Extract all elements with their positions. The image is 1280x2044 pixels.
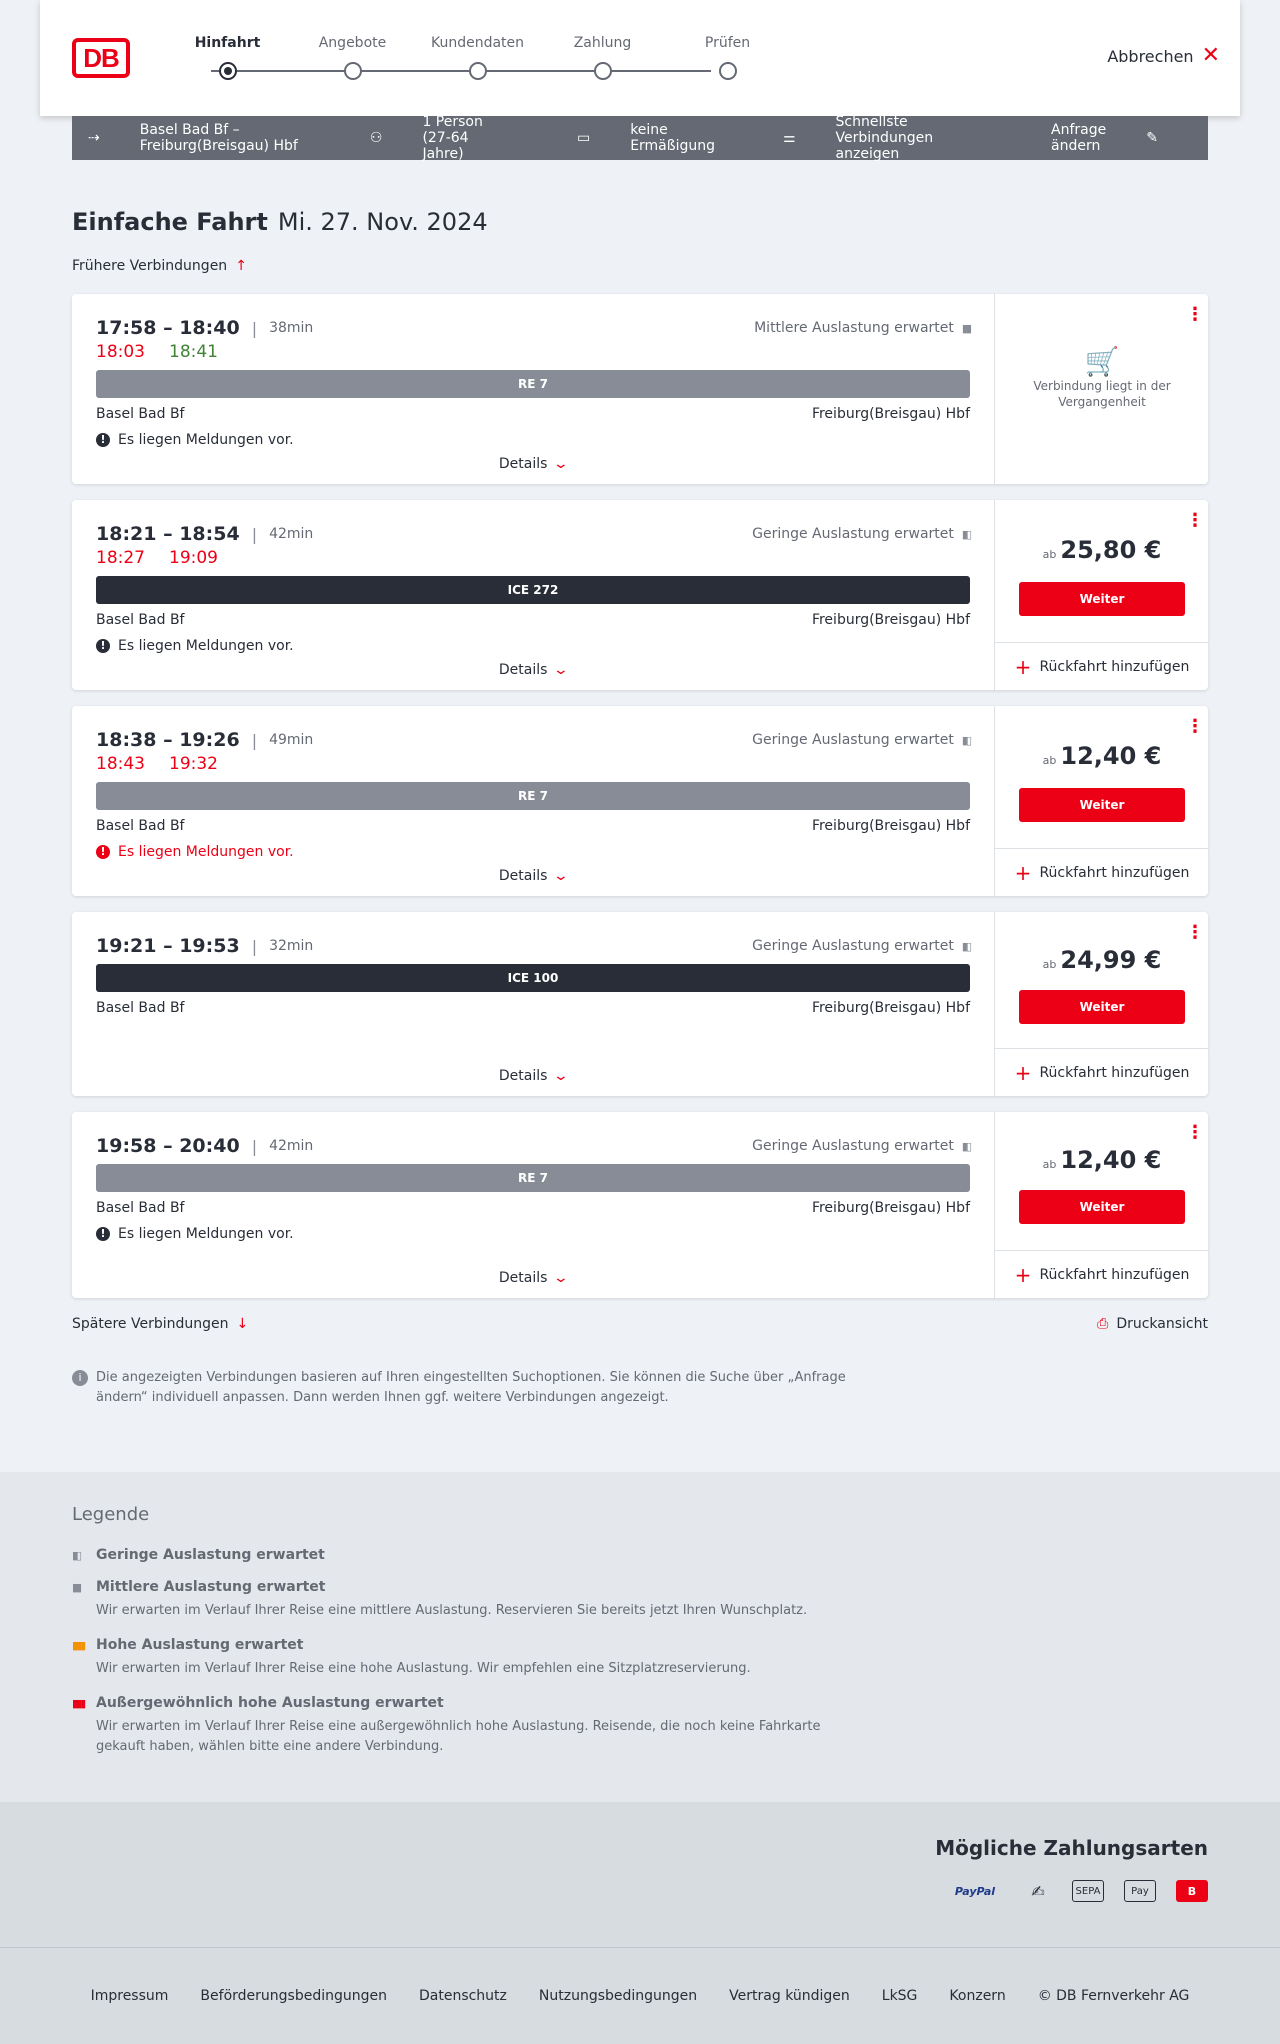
connection-card (72, 1112, 1208, 1298)
db-payment-icon: B (1176, 1880, 1208, 1902)
connection-card (72, 294, 1208, 484)
connection-offer (994, 912, 1208, 1096)
payment-methods-section (0, 1802, 1280, 1948)
db-logo[interactable]: DB (72, 38, 130, 78)
legend-label: Geringe Auslastung erwartet (96, 1547, 325, 1563)
connection-offer (994, 706, 1208, 896)
step-label: Kundendaten (430, 35, 525, 51)
connection-card (72, 500, 1208, 690)
footer-link-datenschutz[interactable]: Datenschutz (418, 1988, 507, 2004)
occupancy-high-icon: ▮▮▮ (72, 1638, 85, 1652)
add-return-label: Rückfahrt hinzufügen (1039, 658, 1190, 675)
planned-times: 18:38 – 19:26 (96, 729, 240, 751)
occupancy-text: Geringe Auslastung erwartet (752, 526, 954, 542)
details-label: Details (498, 662, 548, 678)
card-icon: ▭ (576, 130, 591, 146)
price-prefix: ab (1042, 754, 1057, 767)
separator: | (251, 524, 258, 544)
add-return-button[interactable] (995, 642, 1209, 690)
price-prefix: ab (1042, 958, 1057, 971)
legend-item (72, 1695, 1208, 1757)
alert-icon: ! (96, 639, 110, 653)
chevron-down-icon: ⌄ (553, 456, 570, 472)
message-notice (96, 842, 970, 862)
arrival-station: Freiburg(Breisgau) Hbf (811, 818, 970, 834)
train-bar[interactable]: ICE 100 (96, 964, 970, 992)
info-text: Die angezeigten Verbindungen basieren auf Ihren eingestellten Suchoptionen. Sie können die Suche über „Anfrage ändern“ individuell anpassen. Dann werden Ihnen ggf. weitere Verbindungen angezeigt. (96, 1370, 846, 1405)
footer (0, 1948, 1280, 2044)
arrow-up-icon: ↑ (235, 258, 247, 274)
legend-section (0, 1472, 1280, 1802)
legend-item (72, 1637, 1208, 1679)
stations (96, 612, 970, 630)
message-notice (96, 1224, 970, 1244)
edit-request-button[interactable] (1051, 122, 1192, 154)
connection-offer (994, 500, 1208, 690)
printer-icon: ⎙ (1097, 1316, 1109, 1332)
departure-station: Basel Bad Bf (96, 1200, 185, 1216)
sliders-icon: ⚌ (782, 130, 796, 146)
trip-type: Einfache Fahrt (72, 208, 268, 236)
chevron-down-icon: ⌄ (553, 868, 570, 884)
person-icon: ⚇ (369, 130, 383, 146)
step-dot (469, 62, 487, 80)
realtime-times (96, 754, 970, 776)
duration: 49min (269, 732, 314, 748)
duration: 32min (269, 938, 314, 954)
step-dot (219, 62, 237, 80)
add-return-button[interactable] (995, 1250, 1209, 1298)
info-icon: i (72, 1370, 88, 1386)
add-return-label: Rückfahrt hinzufügen (1039, 864, 1190, 881)
later-connections-link[interactable] (72, 1316, 248, 1332)
legend-description: Wir erwarten im Verlauf Ihrer Reise eine mittlere Auslastung. Reservieren Sie bereits jetzt Ihren Wunschplatz. (96, 1603, 808, 1618)
realtime-departure: 18:43 (96, 754, 145, 774)
more-options-icon[interactable]: ⋮ (1186, 510, 1204, 531)
info-notice (72, 1368, 852, 1408)
price-prefix: ab (1042, 548, 1057, 561)
price (995, 742, 1209, 770)
search-summary-bar (72, 116, 1208, 160)
realtime-times (96, 342, 970, 364)
occupancy-text: Geringe Auslastung erwartet (752, 1138, 954, 1154)
message-text: Es liegen Meldungen vor. (118, 1226, 294, 1242)
plus-icon: + (1014, 1060, 1032, 1085)
footer-link-lksg[interactable]: LkSG (881, 1988, 918, 2004)
occupancy-low-icon: ▮▯ (72, 1548, 81, 1562)
alert-icon: ! (96, 1227, 110, 1241)
booking-header (40, 0, 1240, 116)
chevron-down-icon: ⌄ (553, 662, 570, 678)
separator: | (251, 318, 258, 338)
legend-label: Hohe Auslastung erwartet (96, 1637, 304, 1653)
departure-station: Basel Bad Bf (96, 1000, 185, 1016)
progress-steps (165, 32, 790, 82)
details-label: Details (498, 868, 548, 884)
realtime-arrival: 19:32 (169, 754, 218, 774)
page-title (72, 208, 488, 236)
footer-link-vertrag-kuendigen[interactable]: Vertrag kündigen (729, 1988, 850, 2004)
message-notice (96, 430, 970, 450)
arrival-station: Freiburg(Breisgau) Hbf (811, 1200, 970, 1216)
print-view-link[interactable] (1097, 1316, 1208, 1332)
alert-icon: ! (96, 845, 110, 859)
earlier-connections-link[interactable] (72, 258, 247, 274)
departure-station: Basel Bad Bf (96, 818, 185, 834)
occupancy-low-icon: ▮▯ (961, 733, 970, 747)
continue-button[interactable]: Weiter (1019, 990, 1185, 1024)
more-options-icon[interactable]: ⋮ (1186, 922, 1204, 943)
realtime-departure: 18:03 (96, 342, 145, 362)
duration: 42min (269, 526, 314, 542)
planned-times: 19:58 – 20:40 (96, 1135, 240, 1157)
cart-unavailable-icon: 🛒 (1084, 345, 1120, 378)
connection-offer (994, 1112, 1208, 1298)
separator: | (251, 730, 258, 750)
occupancy-text: Geringe Auslastung erwartet (752, 938, 954, 954)
add-return-label: Rückfahrt hinzufügen (1039, 1266, 1190, 1283)
footer-link-konzern[interactable]: Konzern (949, 1988, 1006, 2004)
continue-button[interactable]: Weiter (1019, 1190, 1185, 1224)
legend-description: Wir erwarten im Verlauf Ihrer Reise eine hohe Auslastung. Wir empfehlen eine Sitzplatzreservierung. (96, 1661, 751, 1676)
price-prefix: ab (1042, 1158, 1057, 1171)
occupancy-text: Mittlere Auslastung erwartet (754, 320, 954, 336)
connection-card (72, 706, 1208, 896)
discount-summary (577, 122, 749, 154)
details-label: Details (498, 1270, 548, 1286)
arrival-station: Freiburg(Breisgau) Hbf (811, 1000, 970, 1016)
cancel-button[interactable] (1107, 43, 1220, 68)
details-toggle[interactable] (72, 1068, 994, 1084)
price-value: 12,40 € (1060, 742, 1162, 770)
planned-times: 18:21 – 18:54 (96, 523, 240, 545)
add-return-button[interactable] (995, 1048, 1209, 1096)
step-label: Zahlung (573, 35, 632, 51)
persons-text: 1 Person (27-64 Jahre) (422, 114, 483, 162)
details-label: Details (498, 1068, 548, 1084)
message-notice (96, 636, 970, 656)
train-bar[interactable]: RE 7 (96, 370, 970, 398)
occupancy-indicator[interactable] (752, 1138, 970, 1154)
legend-description: Wir erwarten im Verlauf Ihrer Reise eine außergewöhnlich hohe Auslastung. Reisende, die noch keine Fahrkarte gekauft haben, wählen bitte eine andere Verbindung. (96, 1719, 821, 1754)
step-dot (344, 62, 362, 80)
duration: 38min (269, 320, 314, 336)
details-label: Details (498, 456, 548, 472)
message-text: Es liegen Meldungen vor. (118, 432, 294, 448)
connection-offer (994, 294, 1208, 484)
departure-station: Basel Bad Bf (96, 612, 185, 628)
connection-card (72, 912, 1208, 1096)
close-icon: ✕ (1201, 43, 1220, 68)
price (995, 536, 1209, 564)
occupancy-medium-icon: ▮▮ (961, 321, 970, 335)
realtime-arrival: 19:09 (169, 548, 218, 568)
stations (96, 1000, 970, 1018)
discount-text: keine Ermäßigung (630, 122, 715, 154)
legend-item (72, 1579, 1208, 1621)
legend-title: Legende (72, 1504, 150, 1525)
realtime-departure: 18:27 (96, 548, 145, 568)
arrow-down-icon: ↓ (236, 1316, 249, 1332)
details-toggle[interactable] (72, 1270, 994, 1286)
credit-card-icon: ✍ (1031, 1881, 1045, 1901)
train-bar[interactable]: RE 7 (96, 1164, 970, 1192)
sepa-icon: SEPA (1072, 1880, 1104, 1902)
footer-link-befoerderungsbedingungen[interactable]: Beförderungsbedingungen (200, 1988, 387, 2004)
train-bar[interactable]: ICE 272 (96, 576, 970, 604)
add-return-button[interactable] (995, 848, 1209, 896)
copyright: © DB Fernverkehr AG (1037, 1988, 1190, 2004)
fastest-text: Schnellste Verbindungen anzeigen (835, 114, 934, 162)
message-text: Es liegen Meldungen vor. (118, 638, 294, 654)
continue-button[interactable]: Weiter (1019, 582, 1185, 616)
details-toggle[interactable] (72, 456, 994, 472)
separator: | (251, 1136, 258, 1156)
fastest-toggle[interactable] (783, 114, 1017, 162)
legend-item (72, 1547, 1208, 1563)
step-label: Hinfahrt (194, 35, 261, 51)
persons-summary (370, 114, 543, 162)
arrow-right-icon: ⇢ (88, 130, 100, 146)
add-return-label: Rückfahrt hinzufügen (1039, 1064, 1190, 1081)
step-kundendaten[interactable] (415, 32, 540, 80)
alert-icon: ! (96, 433, 110, 447)
occupancy-text: Geringe Auslastung erwartet (752, 732, 954, 748)
more-options-icon[interactable]: ⋮ (1186, 304, 1204, 325)
occupancy-indicator[interactable] (752, 732, 970, 748)
legend-item-title (72, 1579, 1208, 1595)
details-toggle[interactable] (72, 662, 994, 678)
stations (96, 1200, 970, 1218)
train-bar[interactable]: RE 7 (96, 782, 970, 810)
planned-times: 19:21 – 19:53 (96, 935, 240, 957)
cancel-label: Abbrechen (1107, 46, 1194, 66)
continue-button[interactable]: Weiter (1019, 788, 1185, 822)
trip-date: Mi. 27. Nov. 2024 (277, 208, 488, 236)
message-text: Es liegen Meldungen vor. (118, 844, 294, 860)
pencil-icon: ✎ (1146, 130, 1158, 146)
occupancy-low-icon: ▮▯ (961, 939, 970, 953)
plus-icon: + (1014, 1262, 1032, 1287)
details-toggle[interactable] (72, 868, 994, 884)
arrival-station: Freiburg(Breisgau) Hbf (811, 612, 970, 628)
apple-pay-icon (1124, 1880, 1156, 1902)
price-value: 12,40 € (1060, 1146, 1162, 1174)
duration: 42min (269, 1138, 314, 1154)
step-dot (719, 62, 737, 80)
step-zahlung[interactable] (540, 32, 665, 80)
step-pruefen[interactable] (665, 32, 790, 80)
realtime-times (96, 548, 970, 570)
print-label: Druckansicht (1116, 1316, 1208, 1332)
occupancy-extreme-icon: ▮▮▮ (72, 1696, 85, 1710)
stations (96, 818, 970, 836)
more-options-icon[interactable]: ⋮ (1186, 1122, 1204, 1143)
paypal-icon: PayPal (954, 1884, 996, 1898)
occupancy-low-icon: ▮▯ (961, 1139, 970, 1153)
later-label: Spätere Verbindungen (72, 1316, 229, 1332)
occupancy-indicator[interactable] (754, 320, 970, 336)
step-hinfahrt[interactable] (165, 32, 290, 80)
footer-link-impressum[interactable]: Impressum (90, 1988, 169, 2004)
chevron-down-icon: ⌄ (553, 1270, 570, 1286)
payment-title: Mögliche Zahlungsarten (935, 1836, 1208, 1860)
step-label: Angebote (318, 35, 387, 51)
price (995, 946, 1209, 974)
more-options-icon[interactable]: ⋮ (1186, 716, 1204, 737)
departure-station: Basel Bad Bf (96, 406, 185, 422)
occupancy-medium-icon: ▮▮ (72, 1580, 81, 1594)
past-text: Verbindung liegt in der Vergangenheit (1033, 379, 1171, 409)
past-connection-notice (995, 345, 1209, 410)
earlier-label: Frühere Verbindungen (72, 258, 228, 274)
arrival-station: Freiburg(Breisgau) Hbf (811, 406, 970, 422)
price (995, 1146, 1209, 1174)
occupancy-indicator[interactable] (752, 938, 970, 954)
route-text: Basel Bad Bf – Freiburg(Breisgau) Hbf (139, 122, 298, 154)
chevron-down-icon: ⌄ (553, 1068, 570, 1084)
stations (96, 406, 970, 424)
price-value: 25,80 € (1060, 536, 1162, 564)
payment-icons (946, 1880, 1208, 1902)
step-dot (594, 62, 612, 80)
footer-link-nutzungsbedingungen[interactable]: Nutzungsbedingungen (538, 1988, 698, 2004)
legend-label: Mittlere Auslastung erwartet (96, 1579, 326, 1595)
occupancy-low-icon: ▮▯ (961, 527, 970, 541)
step-label: Prüfen (704, 35, 751, 51)
occupancy-indicator[interactable] (752, 526, 970, 542)
price-value: 24,99 € (1060, 946, 1162, 974)
legend-item-title (72, 1695, 1208, 1711)
route-summary (88, 122, 336, 154)
edit-text: Anfrage ändern (1051, 122, 1107, 154)
legend-label: Außergewöhnlich hohe Auslastung erwartet (96, 1695, 444, 1711)
plus-icon: + (1014, 860, 1032, 885)
plus-icon: + (1014, 654, 1032, 679)
legend-item-title (72, 1637, 1208, 1653)
legend-item-title (72, 1547, 1208, 1563)
separator: | (251, 936, 258, 956)
planned-times: 17:58 – 18:40 (96, 317, 240, 339)
realtime-arrival: 18:41 (169, 342, 218, 362)
apple-pay-label: Pay (1131, 1885, 1149, 1897)
step-angebote[interactable] (290, 32, 415, 80)
